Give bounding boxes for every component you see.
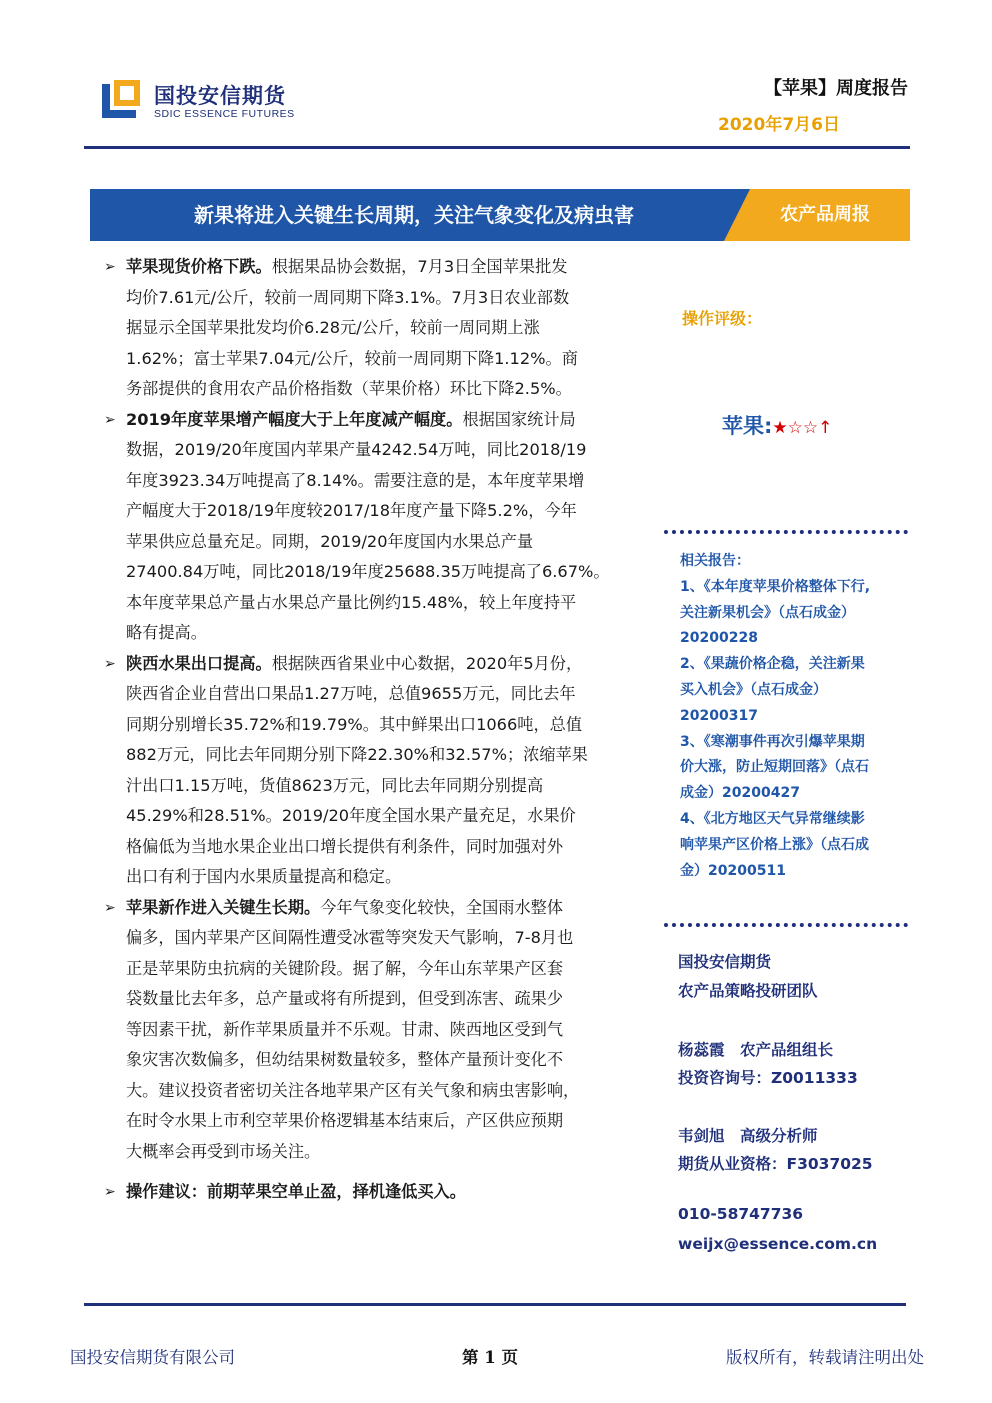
analyst-1-cert: 投资咨询号：Z0011333 bbox=[678, 1069, 858, 1087]
footer-divider bbox=[84, 1303, 906, 1306]
category-tag: 农产品周报 bbox=[780, 204, 870, 225]
related-line: 买入机会》（点石成金） bbox=[680, 681, 827, 698]
bullet-line: 同期分别增长35.72%和19.79%。其中鲜果出口1066吨，总值 bbox=[126, 714, 583, 734]
contact-phone: 010-58747736 bbox=[678, 1205, 804, 1223]
logo-company-cn: 国投安信期货 bbox=[154, 84, 286, 108]
report-type: 【苹果】周度报告 bbox=[764, 78, 908, 99]
bullet-heading: 苹果现货价格下跌。 bbox=[126, 257, 272, 276]
logo-mark-icon bbox=[100, 76, 144, 120]
bullet-line: 等因素干扰，新作苹果质量并不乐观。甘肃、陕西地区受到气 bbox=[126, 1019, 564, 1039]
bullet-line: 在时令水果上市利空苹果价格逻辑基本结束后，产区供应预期 bbox=[126, 1111, 564, 1130]
bullet-line: 产幅度大于2018/19年度较2017/18年度产量下降5.2%，今年 bbox=[126, 501, 577, 520]
bullet-line: 袋数量比去年多，总产量或将有所提到，但受到冻害、疏果少 bbox=[126, 989, 564, 1008]
bullet-line: 年度3923.34万吨提高了8.14%。需要注意的是，本年度苹果增 bbox=[126, 470, 585, 490]
logo-company-en: SDIC ESSENCE FUTURES bbox=[154, 108, 295, 120]
rating bbox=[722, 410, 832, 440]
bullet-heading: 陕西水果出口提高。 bbox=[126, 653, 272, 673]
star-empty-icon: ☆☆ bbox=[787, 418, 819, 438]
bullet-arrow-icon: ➢ bbox=[104, 411, 116, 428]
bullet-line: 陕西省企业自营出口果品1.27万吨，总值9655万元，同比去年 bbox=[126, 684, 576, 703]
bullet-line: 数据，2019/20年度国内苹果产量4242.54万吨，同比2018/19 bbox=[126, 440, 587, 459]
bullet-line: 27400.84万吨，同比2018/19年度25688.35万吨提高了6.67%。 bbox=[126, 562, 610, 581]
bullet-arrow-icon: ➢ bbox=[104, 259, 116, 275]
bullet-arrow-icon: ➢ bbox=[104, 899, 116, 916]
related-line: 响苹果产区价格上涨》（点石成 bbox=[680, 836, 869, 853]
footer-page-number: 第 1 页 bbox=[462, 1348, 518, 1367]
footer-company: 国投安信期货有限公司 bbox=[70, 1348, 235, 1367]
star-filled-icon: ★ bbox=[772, 418, 788, 438]
team-name: 农产品策略投研团队 bbox=[678, 982, 818, 1000]
related-line: 4、《北方地区天气异常继续影 bbox=[680, 810, 865, 827]
sidebar-divider bbox=[664, 530, 908, 534]
bullet-heading: 2019年度苹果增产幅度大于上年度减产幅度。 bbox=[126, 409, 463, 429]
bullet-line: 务部提供的食用农产品价格指数（苹果价格）环比下降2.5%。 bbox=[126, 379, 572, 398]
related-reports bbox=[680, 549, 910, 884]
report-date: 2020年7月6日 bbox=[718, 115, 840, 135]
rating-label: 操作评级： bbox=[682, 309, 763, 328]
bullet-line: 大概率会再受到市场关注。 bbox=[126, 1141, 321, 1161]
report-title: 新果将进入关键生长周期，关注气象变化及病虫害 bbox=[194, 203, 634, 227]
analyst-1-name: 杨蕊霞 农产品组组长 bbox=[678, 1041, 834, 1059]
rating-product: 苹果: bbox=[722, 414, 773, 438]
bullet-line: 出口有利于国内水果质量提高和稳定。 bbox=[126, 867, 402, 886]
contact-email[interactable]: weijx@essence.com.cn bbox=[678, 1235, 878, 1253]
bullet-line: 本年度苹果总产量占水果总产量比例约15.48%，较上年度持平 bbox=[126, 592, 577, 612]
related-line: 关注新果机会》（点石成金） bbox=[680, 604, 855, 621]
bullet-line: 根据陕西省果业中心数据，2020年5月份， bbox=[271, 653, 583, 673]
bullet-production bbox=[104, 405, 644, 649]
related-line: 20200317 bbox=[680, 707, 758, 724]
team-company: 国投安信期货 bbox=[678, 953, 772, 971]
arrow-up-icon: ↑ bbox=[818, 418, 833, 438]
analyst-2-name: 韦剑旭 高级分析师 bbox=[678, 1127, 818, 1145]
company-logo bbox=[100, 76, 300, 128]
bullet-line: 根据国家统计局 bbox=[462, 409, 576, 429]
bullet-line: 偏多，国内苹果产区间隔性遭受冰雹等突发天气影响，7-8月也 bbox=[126, 928, 574, 947]
footer-copyright: 版权所有，转载请注明出处 bbox=[726, 1348, 924, 1367]
bullet-advice bbox=[104, 1177, 644, 1208]
bullet-export bbox=[104, 649, 644, 893]
bullet-line: 45.29%和28.51%。2019/20年度全国水果产量充足，水果价 bbox=[126, 806, 576, 825]
bullet-line: 汁出口1.15万吨，货值8623万元，同比去年同期分别提高 bbox=[126, 775, 544, 795]
header-divider bbox=[84, 146, 910, 149]
advice-text: 操作建议：前期苹果空单止盈，择机逢低买入。 bbox=[126, 1182, 466, 1201]
bullet-spot-price bbox=[104, 252, 644, 405]
bullet-line: 均价7.61元/公斤，较前一周同期下降3.1%。7月3日农业部数 bbox=[126, 287, 570, 307]
analyst-2-cert: 期货从业资格：F3037025 bbox=[678, 1155, 873, 1173]
bullet-arrow-icon: ➢ bbox=[104, 1184, 116, 1200]
related-title: 相关报告： bbox=[680, 553, 750, 569]
related-line: 价大涨，防止短期回落》（点石 bbox=[680, 759, 869, 776]
related-line: 成金）20200427 bbox=[680, 785, 800, 802]
bullet-line: 苹果供应总量充足。同期，2019/20年度国内水果总产量 bbox=[126, 531, 534, 551]
bullet-new-crop bbox=[104, 893, 644, 1168]
related-line: 2、《果蔬价格企稳，关注新果 bbox=[680, 656, 865, 673]
bullet-arrow-icon: ➢ bbox=[104, 655, 116, 672]
bullet-line: 格偏低为当地水果企业出口增长提供有利条件，同时加强对外 bbox=[126, 836, 564, 856]
related-line: 金）20200511 bbox=[680, 862, 786, 879]
bullet-line: 今年气象变化较快，全国雨水整体 bbox=[320, 897, 564, 917]
spacer bbox=[104, 1167, 644, 1177]
bullet-line: 略有提高。 bbox=[126, 623, 207, 642]
main-content bbox=[104, 252, 644, 1208]
related-line: 20200228 bbox=[680, 630, 758, 647]
bullet-line: 据显示全国苹果批发均价6.28元/公斤，较前一周同期上涨 bbox=[126, 318, 540, 337]
bullet-line: 大。建议投资者密切关注各地苹果产区有关气象和病虫害影响， bbox=[126, 1080, 580, 1100]
bullet-line: 象灾害次数偏多，但幼结果树数量较多，整体产量预计变化不 bbox=[126, 1050, 564, 1069]
bullet-line: 正是苹果防虫抗病的关键阶段。据了解，今年山东苹果产区套 bbox=[126, 958, 564, 978]
bullet-line: 882万元，同比去年同期分别下降22.30%和32.57%；浓缩苹果 bbox=[126, 745, 588, 764]
bullet-line: 根据果品协会数据，7月3日全国苹果批发 bbox=[271, 257, 568, 276]
bullet-line: 1.62%；富士苹果7.04元/公斤，较前一周同期下降1.12%。商 bbox=[126, 348, 578, 368]
related-line: 3、《寒潮事件再次引爆苹果期 bbox=[680, 733, 865, 750]
sidebar-divider bbox=[664, 923, 908, 927]
related-line: 1、《本年度苹果价格整体下行, bbox=[680, 578, 871, 595]
bullet-heading: 苹果新作进入关键生长期。 bbox=[126, 897, 321, 917]
